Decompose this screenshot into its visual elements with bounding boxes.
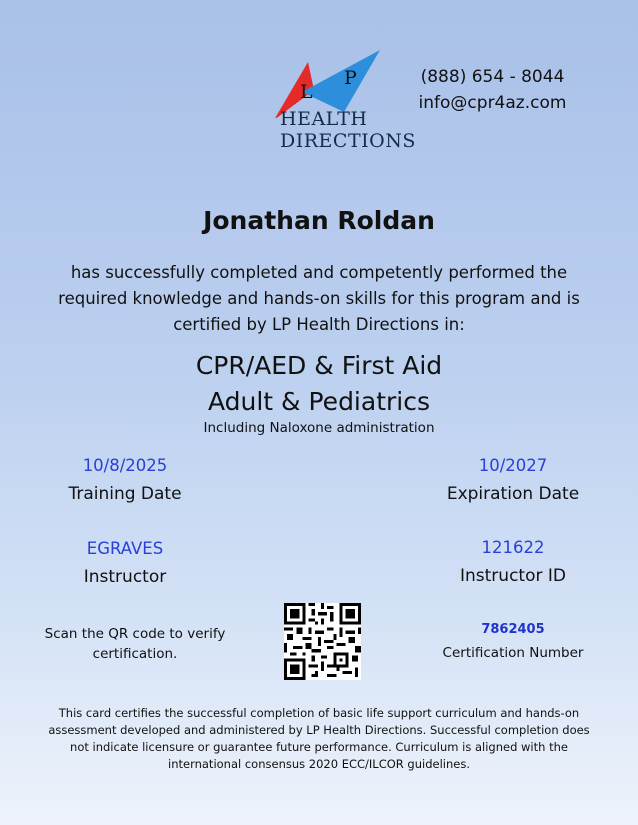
logo-line-directions: DIRECTIONS (280, 130, 416, 152)
instructor-field (15, 539, 235, 587)
logo-line-health: HEALTH (280, 108, 368, 130)
expiration-date-field (403, 456, 623, 504)
footer-disclaimer: This card certifies the successful completion of basic life support curriculum and hands-on assessment developed and administered by LP Health Directions. Successful completion does not indicate licensure or guarantee future performance. Curriculum is aligned with the international consensus 2020 ECC/ILCOR guidelines. (48, 706, 590, 771)
instructor-label: Instructor (83, 567, 167, 587)
program-line-1: CPR/AED & First Aid (195, 351, 443, 380)
instructor-id-value: 121622 (481, 538, 545, 557)
training-date-value: 10/8/2025 (82, 456, 168, 475)
certification-number-value: 7862405 (481, 622, 545, 637)
certification-number-field (403, 622, 623, 661)
phone-number: (888) 654 - 8044 (420, 67, 565, 87)
certification-number-label: Certification Number (442, 645, 584, 661)
instructor-id-label: Instructor ID (460, 566, 566, 586)
instructor-value: EGRAVES (86, 539, 164, 558)
svg-text:P: P (344, 67, 357, 89)
lp-health-directions-logo (272, 48, 416, 156)
certification-statement: has successfully completed and competently performed the required knowledge and hands-on skills for this program and is certified by LP Health Directions in: (58, 263, 580, 334)
training-date-label: Training Date (68, 484, 182, 504)
email-address[interactable]: info@cpr4az.com (418, 93, 567, 113)
logo-wordmark (280, 108, 416, 152)
program-note: Including Naloxone administration (203, 420, 435, 436)
instructor-id-field (403, 538, 623, 586)
program-title (0, 348, 638, 420)
training-date-field (15, 456, 235, 504)
contact-info (410, 64, 575, 116)
program-line-2: Adult & Pediatrics (207, 387, 430, 416)
qr-code-icon[interactable] (284, 603, 361, 680)
svg-text:L: L (300, 81, 313, 103)
expiration-date-value: 10/2027 (478, 456, 548, 475)
expiration-date-label: Expiration Date (446, 484, 580, 504)
recipient-name: Jonathan Roldan (203, 206, 435, 235)
scan-instructions: Scan the QR code to verify certification. (44, 626, 226, 662)
